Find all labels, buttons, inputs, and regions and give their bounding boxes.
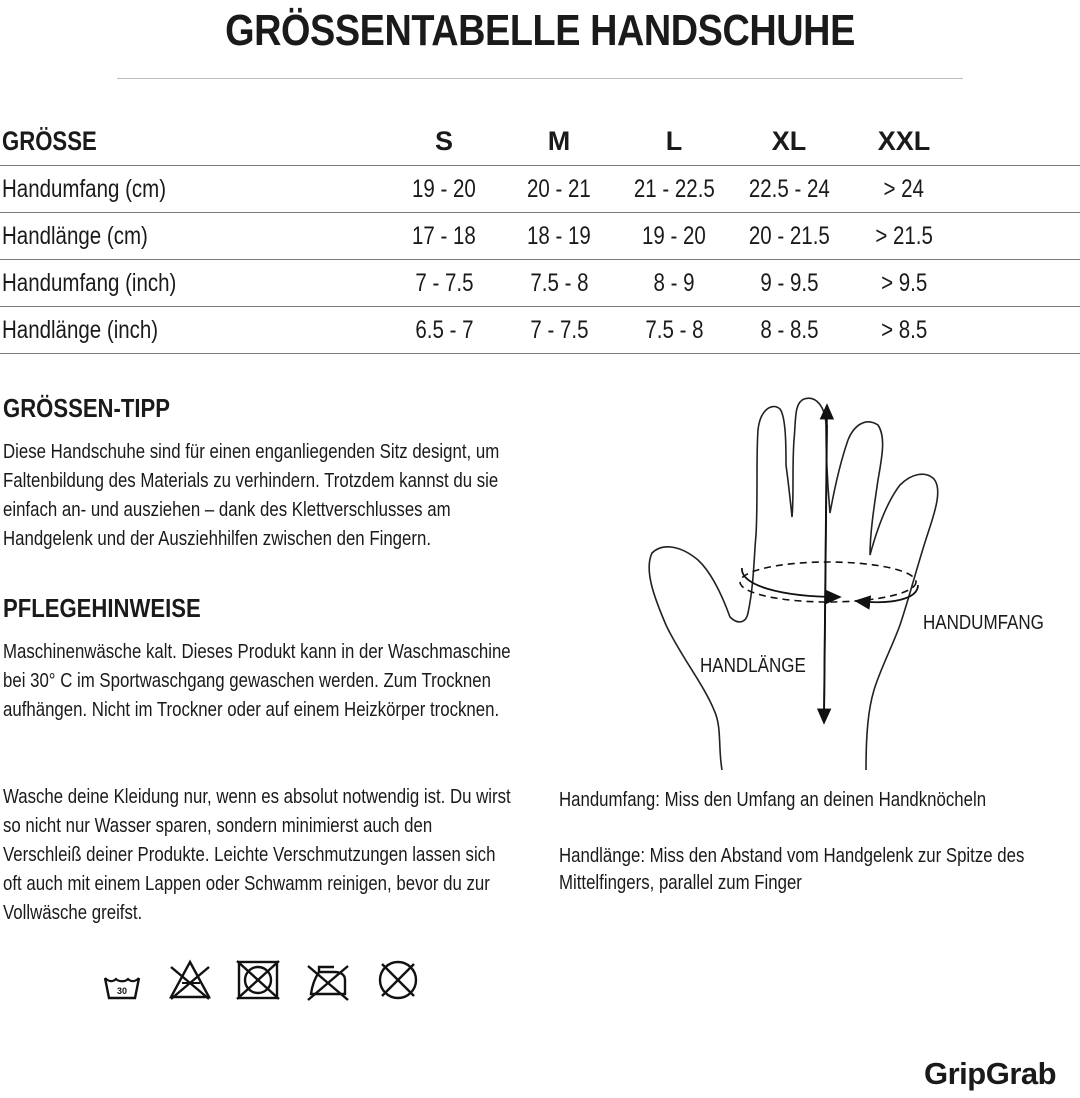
no-bleach-icon [168,958,212,1002]
table-row [0,307,1080,354]
header-cell-xxl: XXL [877,126,931,156]
row-label: Handlänge (cm) [2,221,148,250]
table-cell: 17 - 18 [412,221,476,250]
table-cell: 20 - 21 [527,174,591,203]
size-table [0,118,1080,354]
hand-outline-illustration [630,385,1080,785]
table-cell: 9 - 9.5 [759,268,819,297]
table-cell: 7.5 - 8 [529,268,589,297]
table-cell: 21 - 22.5 [633,174,715,203]
table-cell: 7 - 7.5 [414,268,474,297]
table-row [0,166,1080,213]
hand-measure-diagram [630,385,1080,785]
no-iron-icon [306,958,350,1002]
table-cell: 7 - 7.5 [529,315,589,344]
table-cell: > 24 [883,174,925,203]
table-cell: 22.5 - 24 [748,174,830,203]
no-tumble-dry-icon [236,958,280,1002]
table-header-row [0,118,1080,166]
table-cell: 20 - 21.5 [748,221,830,250]
wash-30-icon [100,958,144,1002]
table-cell: > 21.5 [875,221,933,250]
header-cell-xl: XL [771,126,807,156]
care-text: Maschinenwäsche kalt. Dieses Produkt kann in der Waschmaschine bei 30° C im Sportwaschgang gewaschen werden. Zum Trocknen aufhängen. Nicht im Trockner oder auf einem Heizkörper trocknen. [3,640,511,721]
row-label: Handumfang (inch) [2,268,177,297]
table-cell: 19 - 20 [412,174,476,203]
wash-temperature: 30 [116,986,128,996]
table-cell: 7.5 - 8 [644,315,704,344]
length-caption: Handlänge: Miss den Abstand vom Handgelenk zur Spitze des Mittelfingers, parallel zum Finger [559,844,1025,894]
no-dry-clean-icon [376,958,420,1002]
row-label: Handumfang (cm) [2,174,167,203]
circumference-caption: Handumfang: Miss den Umfang an deinen Handknöcheln [559,788,987,811]
sizing-tip-text: Diese Handschuhe sind für einen enganliegenden Sitz designt, um Faltenbildung des Materials zu verhindern. Trotzdem kannst du sie einfach an- und ausziehen – dank des Klettverschlusses am Handgelenk und der Ausziehhilfen zwischen den Fingern. [3,440,500,550]
care-symbols [100,958,430,1006]
title-divider [117,78,963,79]
table-cell: 6.5 - 7 [414,315,474,344]
page-title: GRÖSSENTABELLE HANDSCHUHE [225,6,855,55]
table-cell: 8 - 8.5 [759,315,819,344]
brand-logo: GripGrab [924,1056,1057,1091]
table-cell: > 9.5 [880,268,928,297]
header-cell-size: GRÖSSE [2,126,97,156]
circumference-label: HANDUMFANG [923,612,1044,634]
row-label: Handlänge (inch) [2,315,159,344]
table-cell: 8 - 9 [653,268,695,297]
table-row [0,260,1080,307]
header-cell-l: L [665,126,683,156]
header-cell-s: S [434,126,453,156]
care-heading: PFLEGEHINWEISE [3,593,201,623]
table-cell: > 8.5 [880,315,928,344]
header-cell-m: M [547,126,571,156]
care-advice-text: Wasche deine Kleidung nur, wenn es absolut notwendig ist. Du wirst so nicht nur Wasser sparen, sondern minimierst auch den Verschleiß deiner Produkte. Leichte Verschmutzungen lassen sich oft auch mit einem Lappen oder Schwamm reinigen, bevor du zur Vollwäsche greifst. [3,785,511,924]
sizing-tip-heading: GRÖSSEN-TIPP [3,393,171,423]
table-row [0,213,1080,260]
table-cell: 19 - 20 [642,221,706,250]
table-cell: 18 - 19 [527,221,591,250]
length-label: HANDLÄNGE [700,655,806,677]
